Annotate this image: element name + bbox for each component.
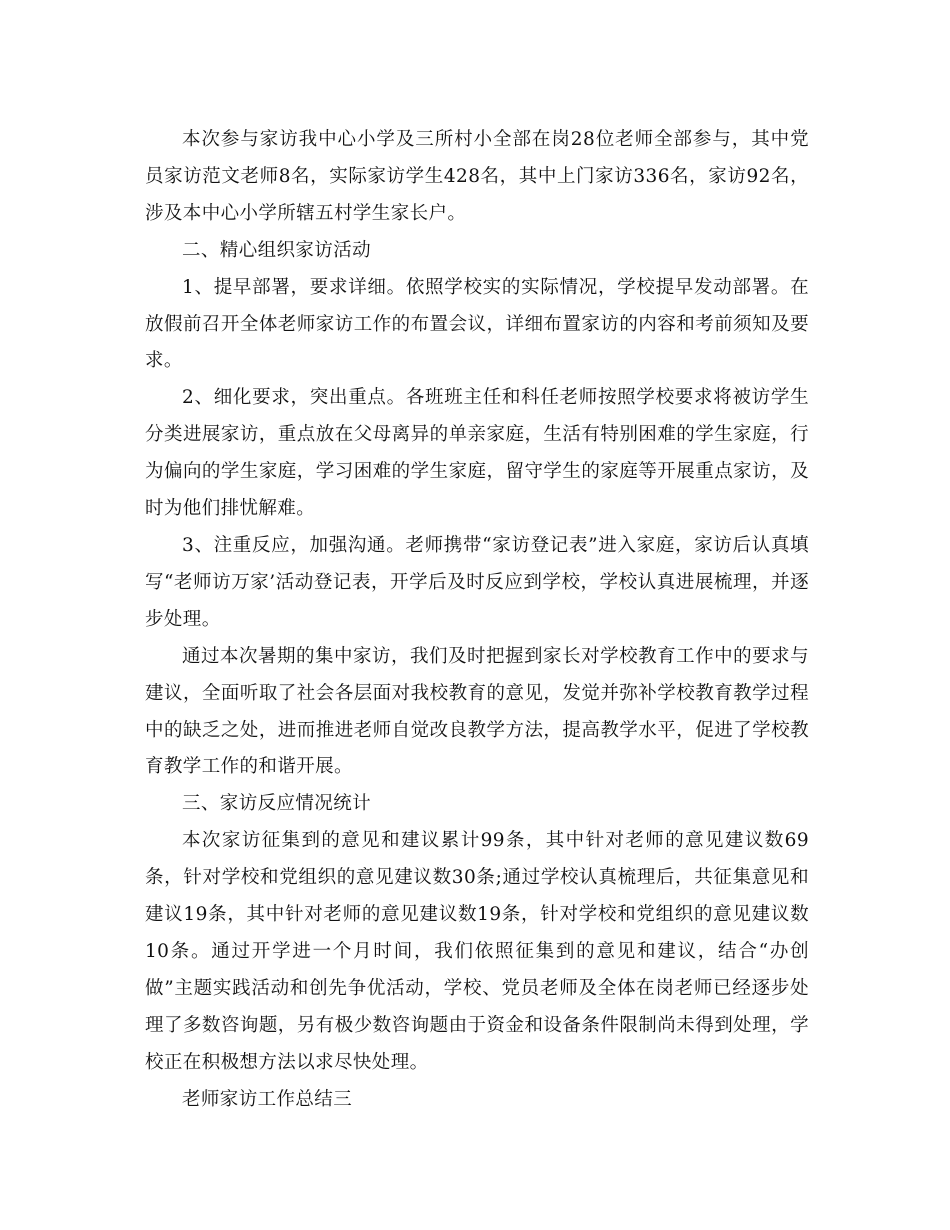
paragraph-results: 通过本次暑期的集中家访，我们及时把握到家长对学校教育工作中的要求与建议，全面听取了社会各层面对我校教育的意见，发觉并弥补学校教育教学过程中的缺乏之处，进而推进老师自觉改良教学方法，提高教学水平，促进了学校教育教学工作的和谐开展。 [145, 645, 809, 778]
paragraph-feedback: 3、注重反应，加强沟通。老师携带“家访登记表”进入家庭，家访后认真填写“老师访万家’活动登记表，开学后及时反应到学校，学校认真进展梳理，并逐步处理。 [145, 534, 809, 630]
section-heading-summary-three: 老师家访工作总结三 [182, 1088, 353, 1110]
section-heading-organize: 二、精心组织家访活动 [182, 239, 372, 261]
paragraph-statistics: 本次家访征集到的意见和建议累计99条，其中针对老师的意见建议数69条，针对学校和党组织的意见建议数30条;通过学校认真梳理后，共征集意见和建议19条，其中针对老师的意见建议数19条，针对学校和党组织的意见建议数10条。通过开学进一个月时间，我们依照征集到的意见和建议，结合“办创做”主题实践活动和创先争优活动，学校、党员老师及全体在岗老师已经逐步处理了多数咨询题，另有极少数咨询题由于资金和设备条件限制尚未得到处理，学校正在积极想方法以求尽快处理。 [145, 830, 809, 1073]
paragraph-deployment: 1、提早部署，要求详细。依照学校实的实际情况，学校提早发动部署。在放假前召开全体老师家访工作的布置会议，详细布置家访的内容和考前须知及要求。 [145, 276, 809, 372]
section-heading-statistics: 三、家访反应情况统计 [182, 793, 372, 815]
document-body [145, 122, 809, 1118]
paragraph-requirements: 2、细化要求，突出重点。各班班主任和科任老师按照学校要求将被访学生分类进展家访，重点放在父母离异的单亲家庭，生活有特别困难的学生家庭，行为偏向的学生家庭，学习困难的学生家庭，留守学生的家庭等开展重点家访，及时为他们排忧解难。 [145, 387, 809, 520]
paragraph-participation: 本次参与家访我中心小学及三所村小全部在岗28位老师全部参与，其中党员家访范文老师8名，实际家访学生428名，其中上门家访336名，家访92名，涉及本中心小学所辖五村学生家长户。 [145, 129, 809, 224]
